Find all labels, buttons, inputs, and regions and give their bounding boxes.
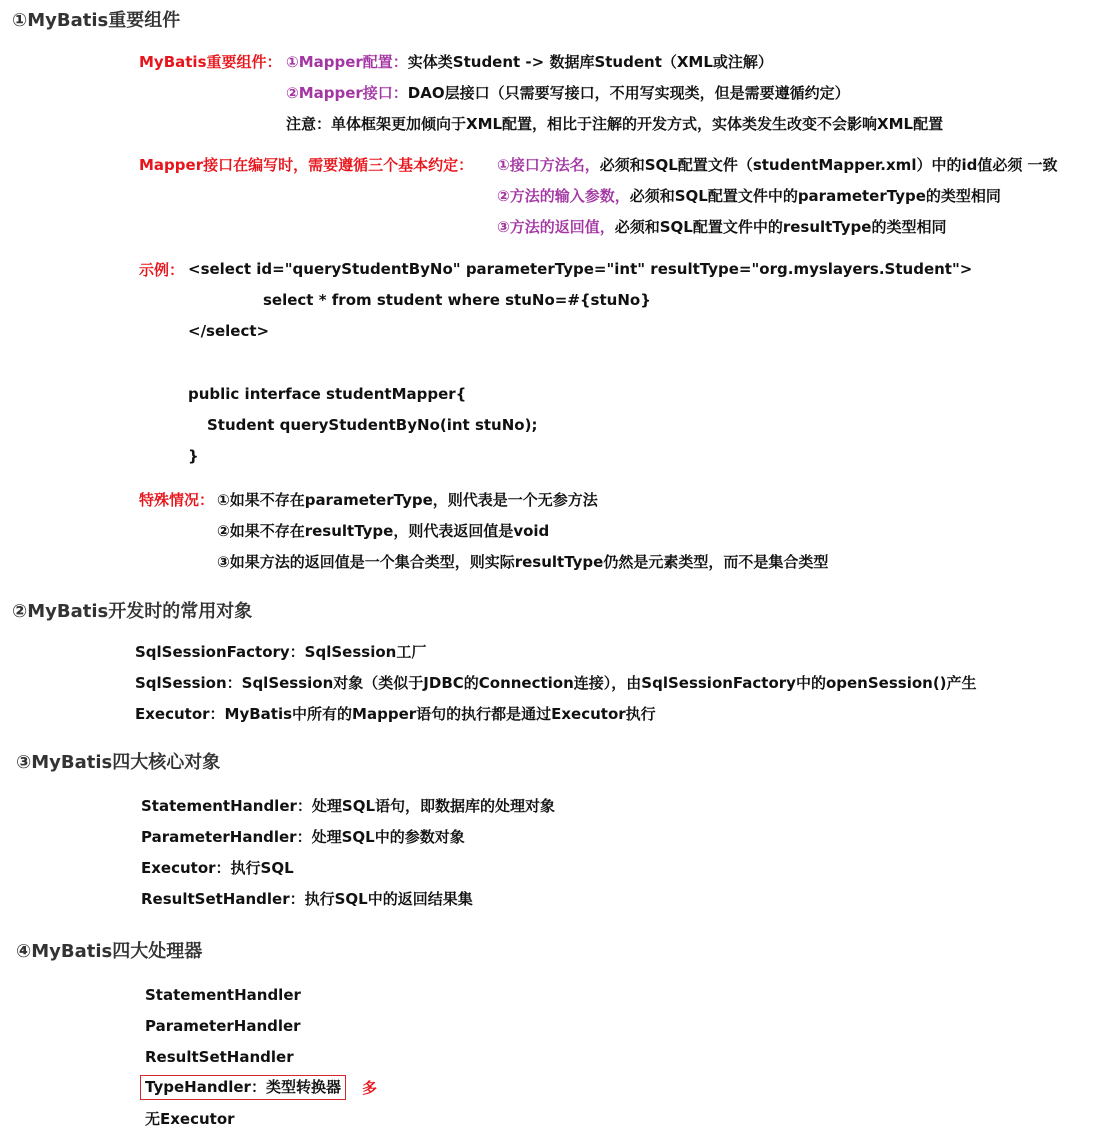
- typehandler-note: 多: [362, 1079, 378, 1097]
- section4-heading: ④MyBatis四大处理器: [16, 941, 203, 962]
- example-line-6: }: [188, 447, 199, 465]
- special-label: 特殊情况：: [139, 491, 215, 509]
- example-line-5: Student queryStudentByNo(int stuNo);: [207, 416, 538, 434]
- example-line-1: <select id="queryStudentByNo" parameterType="int" resultType="org.myslayers.Student">: [188, 260, 973, 278]
- component-mapper-config-desc: 实体类Student -> 数据库Student（XML或注解）: [407, 53, 773, 71]
- no-executor-line: 无Executor: [145, 1110, 235, 1128]
- section3-line-3: Executor：执行SQL: [141, 859, 294, 877]
- section2-heading: ②MyBatis开发时的常用对象: [12, 601, 253, 622]
- convention-1: [497, 155, 1058, 175]
- component-mapper-config-name: ①Mapper配置：: [286, 53, 408, 71]
- section1-heading: ①MyBatis重要组件: [12, 10, 181, 31]
- convention-2-desc: 必须和SQL配置文件中的parameterType的类型相同: [629, 187, 1001, 205]
- section2-line-3: Executor：MyBatis中所有的Mapper语句的执行都是通过Executor执行: [135, 705, 656, 723]
- example-line-3: </select>: [188, 322, 270, 340]
- convention-2-name: ②方法的输入参数，: [497, 187, 630, 205]
- component-mapper-interface-name: ②Mapper接口：: [286, 84, 408, 102]
- component-mapper-interface-desc: DAO层接口（只需要写接口，不用写实现类，但是需要遵循约定）: [407, 84, 850, 102]
- section2-line-1: SqlSessionFactory：SqlSession工厂: [135, 643, 427, 661]
- convention-3: [497, 217, 946, 237]
- components-label: MyBatis重要组件：: [139, 53, 282, 71]
- example-line-2: select * from student where stuNo=#{stuNo}: [263, 291, 651, 309]
- convention-1-name: ①接口方法名，: [497, 156, 600, 174]
- components-note: 注意：单体框架更加倾向于XML配置，相比于注解的开发方式，实体类发生改变不会影响XML配置: [286, 115, 944, 133]
- section4-line-2: ParameterHandler: [145, 1017, 301, 1035]
- convention-2: [497, 186, 1001, 206]
- example-line-4: public interface studentMapper{: [188, 385, 467, 403]
- special-case-3: ③如果方法的返回值是一个集合类型，则实际resultType仍然是元素类型，而不是集合类型: [217, 553, 829, 571]
- section4-line-1: StatementHandler: [145, 986, 301, 1004]
- section3-line-4: ResultSetHandler：执行SQL中的返回结果集: [141, 890, 473, 908]
- section3-line-2: ParameterHandler：处理SQL中的参数对象: [141, 828, 465, 846]
- special-case-1: ①如果不存在parameterType，则代表是一个无参方法: [217, 491, 598, 509]
- typehandler-box: TypeHandler：类型转换器: [140, 1075, 346, 1100]
- section3-line-1: StatementHandler：处理SQL语句，即数据库的处理对象: [141, 797, 556, 815]
- section3-heading: ③MyBatis四大核心对象: [16, 752, 221, 773]
- special-case-2: ②如果不存在resultType，则代表返回值是void: [217, 522, 550, 540]
- convention-3-desc: 必须和SQL配置文件中的resultType的类型相同: [614, 218, 947, 236]
- conventions-label: Mapper接口在编写时，需要遵循三个基本约定：: [139, 156, 474, 174]
- convention-3-name: ③方法的返回值，: [497, 218, 615, 236]
- component-mapper-config: [286, 52, 773, 72]
- example-label: 示例：: [139, 261, 185, 279]
- convention-1-desc: 必须和SQL配置文件（studentMapper.xml）中的id值必须 一致: [599, 156, 1058, 174]
- component-mapper-interface: [286, 83, 850, 103]
- section4-line-3: ResultSetHandler: [145, 1048, 294, 1066]
- section2-line-2: SqlSession：SqlSession对象（类似于JDBC的Connection连接），由SqlSessionFactory中的openSession()产生: [135, 674, 977, 692]
